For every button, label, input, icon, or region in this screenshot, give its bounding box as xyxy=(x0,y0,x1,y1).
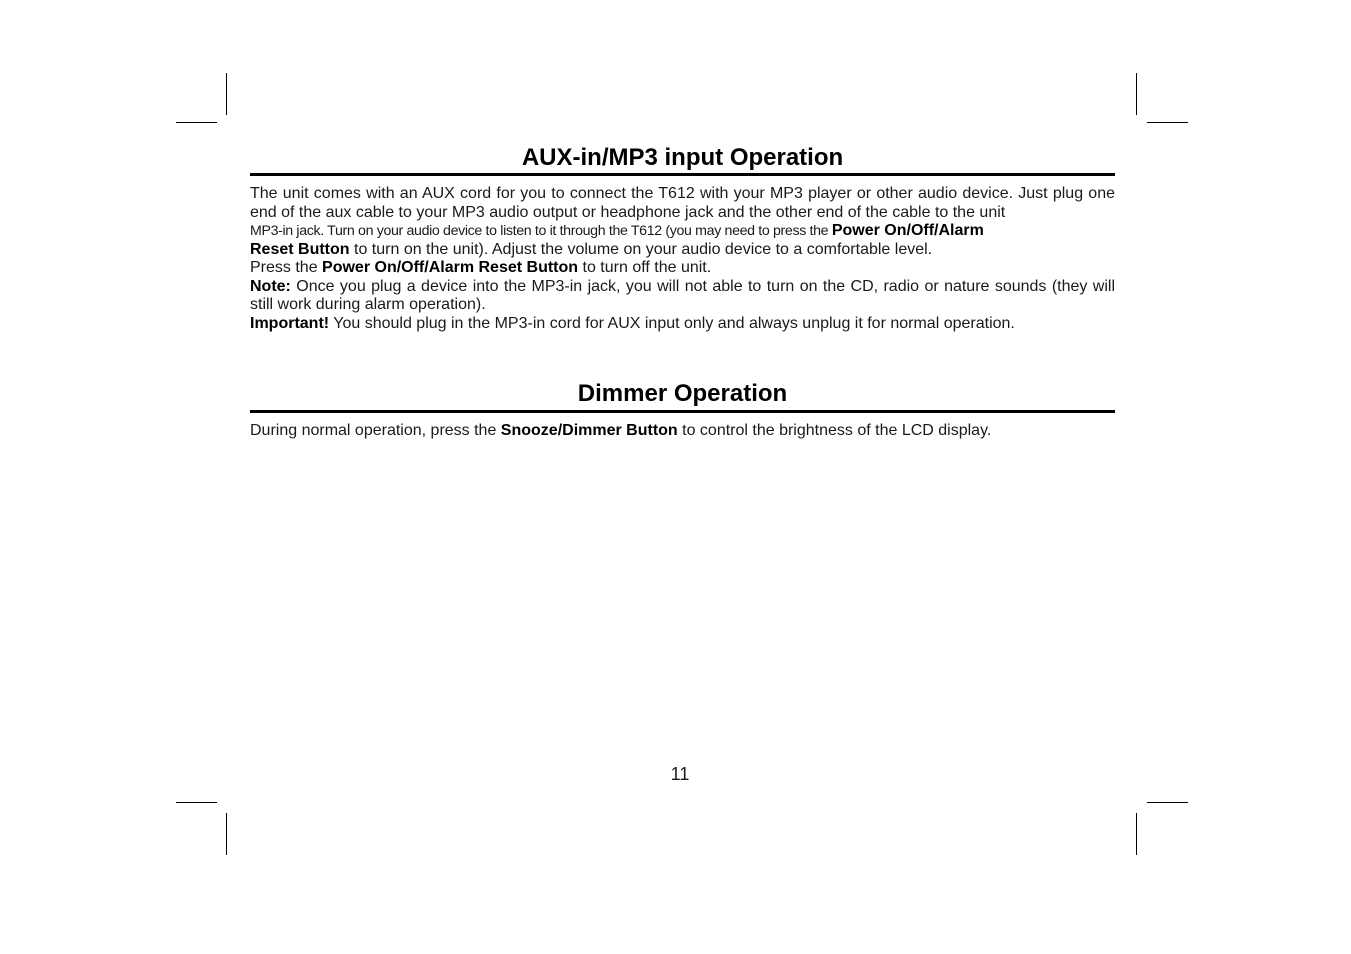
aux-intro-continuation xyxy=(250,222,1115,259)
crop-mark-bottom-left-horizontal xyxy=(176,802,217,803)
section-title-dimmer: Dimmer Operation xyxy=(577,380,788,407)
crop-mark-top-left-vertical xyxy=(226,73,227,115)
section-body-dimmer xyxy=(250,422,1115,441)
section-rule-aux-mp3 xyxy=(250,173,1115,176)
note-text: Once you plug a device into the MP3-in jack, you will not able to turn on the CD, radio or nature sounds (they will still work during alarm operation). xyxy=(250,277,1115,313)
section-body-aux-mp3 xyxy=(250,185,1115,333)
dimmer-suffix: to control the brightness of the LCD display. xyxy=(677,422,992,439)
dimmer-prefix: During normal operation, press the xyxy=(250,422,501,439)
aux-intro-text: The unit comes with an AUX cord for you to connect the T612 with your MP3 player or other audio device. Just plug one end of the aux cable to your MP3 audio output or headphone jack and the other end of the cable to the unit xyxy=(250,185,1115,221)
important-text: You should plug in the MP3-in cord for AUX input only and always unplug it for normal operation. xyxy=(329,314,1015,332)
page-number: 11 xyxy=(670,764,690,784)
aux-intro-small-text: MP3-in jack. Turn on your audio device to listen to it through the T612 (you may need to press the xyxy=(250,223,832,239)
note-paragraph xyxy=(250,278,1115,315)
power-button-name-part1: Power On/Off/Alarm xyxy=(831,222,984,239)
crop-mark-top-right-horizontal xyxy=(1147,122,1188,123)
power-off-instruction xyxy=(250,259,1115,278)
power-off-button-name: Power On/Off/Alarm Reset Button xyxy=(322,259,579,276)
dimmer-paragraph xyxy=(250,422,1115,441)
note-label: Note: xyxy=(250,277,291,295)
crop-mark-top-right-vertical xyxy=(1136,73,1137,115)
aux-intro-paragraph xyxy=(250,185,1115,222)
power-button-name-part2: Reset Button xyxy=(250,240,350,258)
crop-mark-bottom-right-vertical xyxy=(1136,813,1137,855)
crop-mark-bottom-left-vertical xyxy=(226,813,227,855)
power-off-prefix: Press the xyxy=(250,259,323,276)
section-title-aux-mp3: AUX-in/MP3 input Operation xyxy=(521,144,844,171)
power-off-suffix: to turn off the unit. xyxy=(578,259,712,276)
aux-intro-tail-text: to turn on the unit). Adjust the volume on your audio device to a comfortable level. xyxy=(349,240,933,258)
important-paragraph xyxy=(250,315,1115,334)
important-label: Important! xyxy=(250,314,330,332)
crop-mark-bottom-right-horizontal xyxy=(1147,802,1188,803)
crop-mark-top-left-horizontal xyxy=(176,122,217,123)
section-rule-dimmer xyxy=(250,410,1115,413)
snooze-dimmer-button-name: Snooze/Dimmer Button xyxy=(500,422,678,439)
